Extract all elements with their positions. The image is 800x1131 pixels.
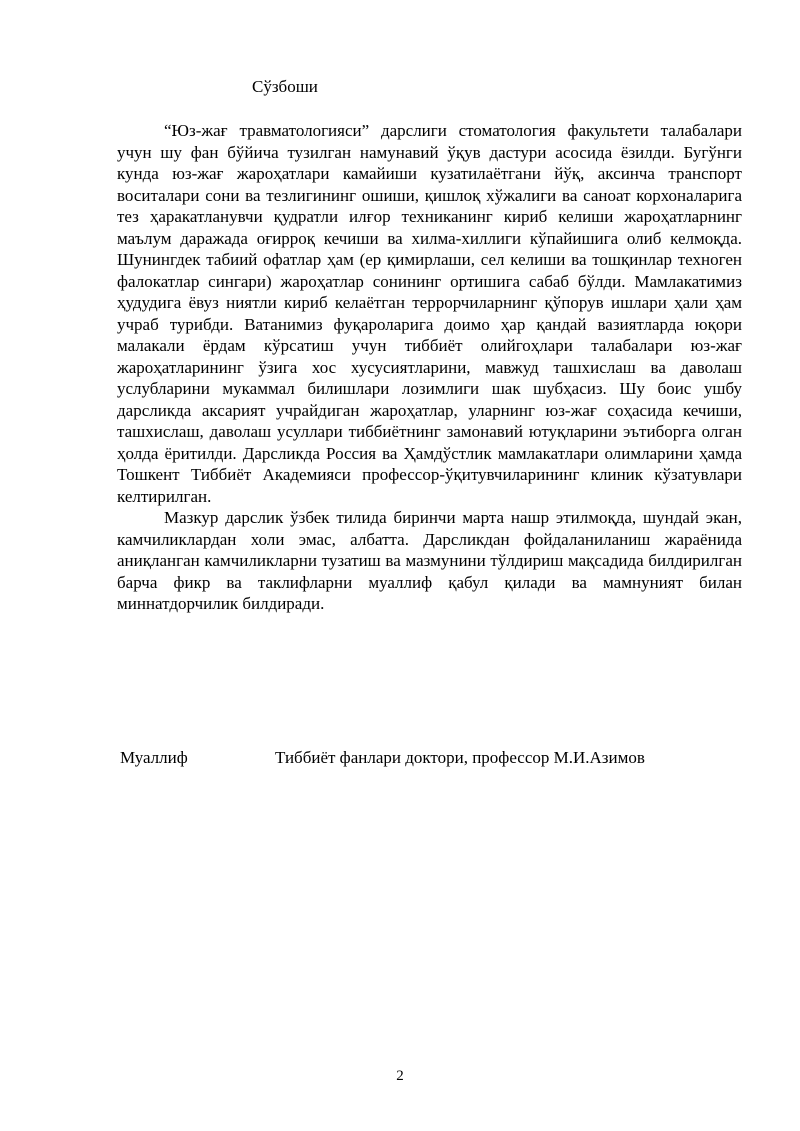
paragraph-2: Мазкур дарслик ўзбек тилида биринчи марта нашр этилмоқда, шундай экан, камчиликлардан холи эмас, албатта. Дарсликдан фойдаланиланиш жараёнида аниқланган камчиликларни тузатиш ва мазмунини тўлдириш мақсадида билдирилган барча фикр ва таклифларни муаллиф қабул қилади ва мамнуният билан миннатдорчилик билдиради. bbox=[117, 508, 742, 613]
author-name: Тиббиёт фанлари доктори, профессор М.И.Азимов bbox=[275, 748, 645, 767]
page-title: Сўзбоши bbox=[252, 77, 318, 96]
paragraph-1: “Юз-жағ травматологияси” дарслиги стоматология факультети талабалари учун шу фан бўйича тузилган намунавий ўқув дастури асосида ёзилди. Бугўнги кунда юз-жағ жароҳатлари камайиши кузатилаётгани йўқ, аксинча транспорт воситалари сони ва тезлигининг ошиши, қишлоқ хўжалиги ва саноат корхоналарига тез ҳаракатланувчи қудратли илғор техниканинг кириб келиши жароҳатларнинг маълум даражада оғирроқ кечиши ва хилма-хиллиги кўпайишига олиб келмоқда. Шунингдек табиий офатлар ҳам (ер қимирлаши, сел келиши ва тошқинлар техноген фалокатлар сингари) жароҳатлар сонининг ортишига сабаб бўлди. Мамлакатимиз ҳудудига ёвуз ниятли кириб келаётган террорчиларнинг қўпорув ишлари ҳали ҳам учраб турибди. Ватанимиз фуқароларига доимо ҳар қандай вазиятларда юқори малакали ёрдам кўрсатиш учун тиббиёт олийгоҳлари талабалари юз-жағ жароҳатларининг ўзига хос хусусиятларини, мавжуд ташхислаш ва даволаш услубларини мукаммал билишлари лозимлиги шак шубҳасиз. Шу боис ушбу дарсликда аксарият учрайдиган жароҳатлар, уларнинг юз-жағ соҳасида кечиши, ташхислаш, даволаш усуллари тиббиётнинг замонавий ютуқларини эътиборга олган ҳолда ёритилди. Дарсликда Россия ва Ҳамдўстлик мамлакатлари олимларини ҳамда Тошкент Тиббиёт Академияси профессор-ўқитувчиларининг клиник кўзатувлари келтирилган. bbox=[117, 121, 742, 506]
author-role: Муаллиф bbox=[120, 748, 188, 767]
page-number: 2 bbox=[396, 1068, 404, 1084]
preface-body bbox=[117, 120, 742, 615]
